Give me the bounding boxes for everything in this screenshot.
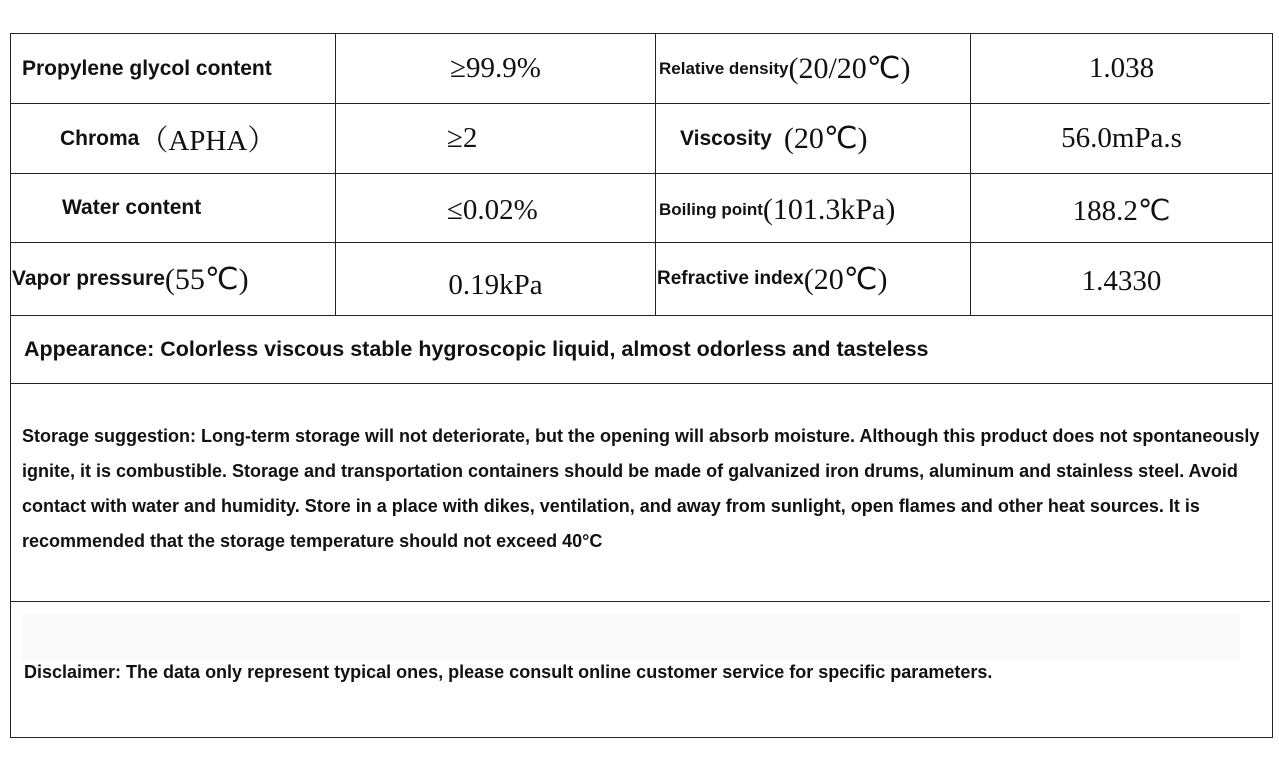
- table-rule: [10, 383, 1273, 384]
- param-value-cell: [971, 245, 1272, 317]
- param-name: Viscosity: [680, 126, 772, 150]
- table-border-left: [10, 33, 11, 738]
- param-value-cell: [971, 34, 1272, 103]
- disclaimer-text: Disclaimer: The data only represent typical ones, please consult online customer service for specific parameters.: [24, 661, 993, 682]
- table-rule: [10, 601, 1270, 602]
- appearance-row: [24, 316, 928, 383]
- param-value-cell: [336, 34, 655, 103]
- appearance-text: Appearance: Colorless viscous stable hygroscopic liquid, almost odorless and tasteless: [24, 337, 929, 361]
- disclaimer-background: [22, 614, 1240, 660]
- param-name: Relative density: [659, 58, 789, 78]
- param-name: Boiling point: [659, 200, 763, 219]
- param-name: Refractive index: [657, 268, 804, 289]
- table-rule: [10, 737, 1273, 738]
- param-label-cell: [657, 243, 887, 315]
- param-name: Chroma: [60, 126, 140, 150]
- param-value: ≥2: [447, 122, 478, 154]
- param-name: Propylene glycol content: [22, 56, 272, 80]
- param-value: 1.038: [1088, 52, 1155, 84]
- param-condition: (20/20℃): [788, 52, 911, 85]
- param-value: 0.19kPa: [448, 268, 543, 301]
- storage-suggestion: Storage suggestion: Long-term storage will not deteriorate, but the opening will absorb moisture. Although this product does not spontaneously ignite, it is combustible. Storage and transportation containers should be made of galvanized iron drums, aluminum and stainless steel. Avoid contact with water and humidity. Store in a place with dikes, ventilation, and away from sunlight, open flames and other heat sources. It is recommended that the storage temperature should not exceed 40°C: [22, 426, 1260, 551]
- param-condition: (20℃): [783, 122, 868, 155]
- param-value-cell: [336, 249, 655, 321]
- param-value: 1.4330: [1081, 264, 1162, 297]
- param-value-cell: [971, 174, 1272, 246]
- column-divider: [655, 33, 656, 315]
- param-value: 188.2℃: [1072, 194, 1171, 227]
- param-label-cell: [659, 34, 910, 103]
- param-value: ≤0.02%: [447, 193, 538, 226]
- param-name: Vapor pressure: [12, 267, 165, 290]
- param-label-cell: [659, 174, 895, 246]
- param-value-cell: [447, 174, 538, 246]
- param-condition: （APHA）: [139, 125, 277, 157]
- param-condition: (20℃): [803, 262, 888, 296]
- param-label-cell: [62, 174, 201, 242]
- param-label-cell: [680, 104, 868, 173]
- param-value: 56.0mPa.s: [1061, 122, 1182, 154]
- param-condition: (101.3kPa): [762, 193, 896, 226]
- disclaimer-row: [24, 655, 992, 689]
- param-value-cell: [447, 104, 477, 173]
- param-label-cell: [60, 104, 276, 173]
- param-condition: (55℃): [164, 262, 249, 296]
- table-border-right: [1272, 33, 1273, 738]
- param-label-cell: [12, 243, 249, 315]
- param-value-cell: [971, 104, 1272, 173]
- param-name: Water content: [62, 196, 202, 219]
- param-value: ≥99.9%: [450, 52, 541, 84]
- param-label-cell: [22, 34, 272, 103]
